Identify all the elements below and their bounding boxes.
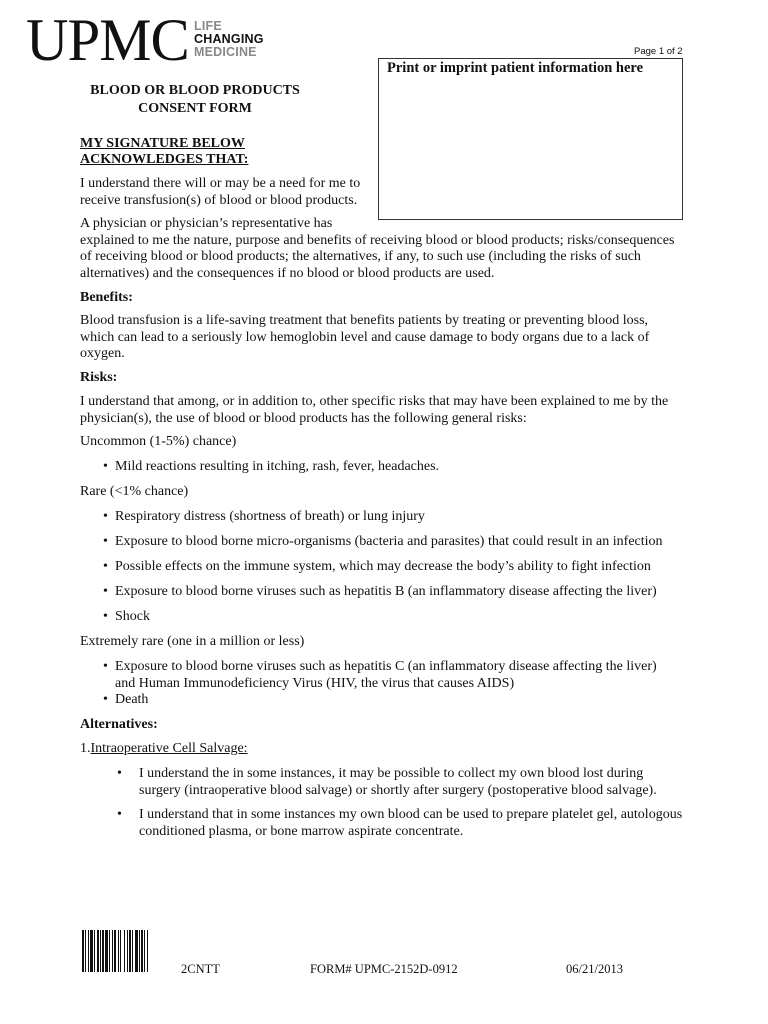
footer-date: 06/21/2013 <box>566 962 623 976</box>
bullet-icon: • <box>103 609 108 624</box>
bullet-icon: • <box>103 459 108 474</box>
upmc-logo: UPMC <box>26 7 189 73</box>
bullet-icon: • <box>103 692 108 707</box>
footer-code: 2CNTT <box>181 962 220 976</box>
intro-paragraph-2 <box>80 216 680 282</box>
risk-item-text: Exposure to blood borne viruses such as hepatitis C (an inflammatory disease affecting the liver) and Human Immunodeficiency Virus (HIV, the virus that causes AIDS) <box>115 659 657 691</box>
bullet-icon: • <box>103 509 108 524</box>
alternative-title: Intraoperative Cell Salvage: <box>90 741 248 756</box>
list-item <box>103 509 683 526</box>
list-item <box>103 659 673 692</box>
intro-p2-first-line: A physician or physician’s representative has <box>80 216 333 231</box>
risk-item-text: Death <box>115 692 149 707</box>
intro-paragraph-1 <box>80 176 380 209</box>
list-item <box>117 807 687 840</box>
patient-info-box <box>378 58 683 220</box>
alternatives-heading: Alternatives: <box>80 717 158 732</box>
risk-item-text: Shock <box>115 609 150 624</box>
list-item <box>103 584 683 601</box>
risk-item-text: Possible effects on the immune system, which may decrease the body’s ability to fight infection <box>115 559 651 574</box>
form-title <box>80 82 310 118</box>
tagline-line-1: LIFE <box>194 19 222 33</box>
list-item <box>103 609 683 626</box>
intro-p2-rest: explained to me the nature, purpose and benefits of receiving blood or blood products; risks/consequences of receiving blood or blood products; the alternatives, if any, to such use (including the risks of such alternatives) and the consequences if no blood or blood products are used. <box>80 232 675 281</box>
form-title-line-1: BLOOD OR BLOOD PRODUCTS <box>90 83 300 98</box>
form-title-line-2: CONSENT FORM <box>138 101 252 116</box>
bullet-icon: • <box>103 534 108 549</box>
intro-p1-line-2: receive transfusion(s) of blood or blood products. <box>80 192 358 208</box>
risk-item-text: Exposure to blood borne viruses such as hepatitis B (an inflammatory disease affecting the liver) <box>115 584 657 599</box>
tagline-line-3: MEDICINE <box>194 45 257 59</box>
logo-tagline <box>194 20 264 59</box>
alternative-item-1 <box>80 741 248 757</box>
list-item <box>103 559 683 576</box>
alternative-bullet-text: I understand that in some instances my own blood can be used to prepare platelet gel, autologous conditioned plasma, or bone marrow aspirate concentrate. <box>139 807 683 839</box>
footer-form-number: FORM# UPMC-2152D-0912 <box>310 962 458 976</box>
intro-p1-line-1: I understand there will or may be a need for me to <box>80 176 361 191</box>
uncommon-label: Uncommon (1-5%) chance) <box>80 434 237 449</box>
bullet-icon: • <box>103 659 108 674</box>
alternative-bullet-text: I understand the in some instances, it may be possible to collect my own blood lost during surgery (intraoperative blood salvage) or shortly after surgery (postoperative blood salvage). <box>139 766 657 798</box>
ack-line-1: MY SIGNATURE BELOW <box>80 136 245 151</box>
benefits-heading: Benefits: <box>80 290 133 305</box>
patient-box-label: Print or imprint patient information here <box>387 60 644 76</box>
risk-item-text: Respiratory distress (shortness of breath) or lung injury <box>115 509 425 524</box>
rare-label: Rare (<1% chance) <box>80 484 189 499</box>
bullet-icon: • <box>117 807 122 822</box>
ack-line-2: ACKNOWLEDGES THAT: <box>80 152 249 167</box>
list-item <box>103 692 683 709</box>
page-indicator: Page 1 of 2 <box>634 46 683 57</box>
risks-heading: Risks: <box>80 370 118 385</box>
barcode-icon <box>82 930 170 972</box>
list-item <box>103 534 683 551</box>
list-item <box>117 766 687 799</box>
benefits-text: Blood transfusion is a life-saving treatment that benefits patients by treating or preventing blood loss, which can lead to a seriously low hemoglobin level and cause damage to body organs due to a lack of oxygen. <box>80 313 650 362</box>
bullet-icon: • <box>117 766 122 781</box>
risk-item-text: Mild reactions resulting in itching, rash, fever, headaches. <box>115 459 440 474</box>
risks-intro: I understand that among, or in addition to, other specific risks that may have been explained to me by the physician(s), the use of blood or blood products has the following general risks: <box>80 394 669 426</box>
list-item <box>103 459 683 476</box>
acknowledgement-heading <box>80 136 248 168</box>
bullet-icon: • <box>103 584 108 599</box>
alternative-number: 1. <box>80 741 91 756</box>
tagline-line-2: CHANGING <box>194 32 264 46</box>
bullet-icon: • <box>103 559 108 574</box>
extremely-rare-label: Extremely rare (one in a million or less) <box>80 634 305 649</box>
risk-item-text: Exposure to blood borne micro-organisms (bacteria and parasites) that could result in an infection <box>115 534 663 549</box>
